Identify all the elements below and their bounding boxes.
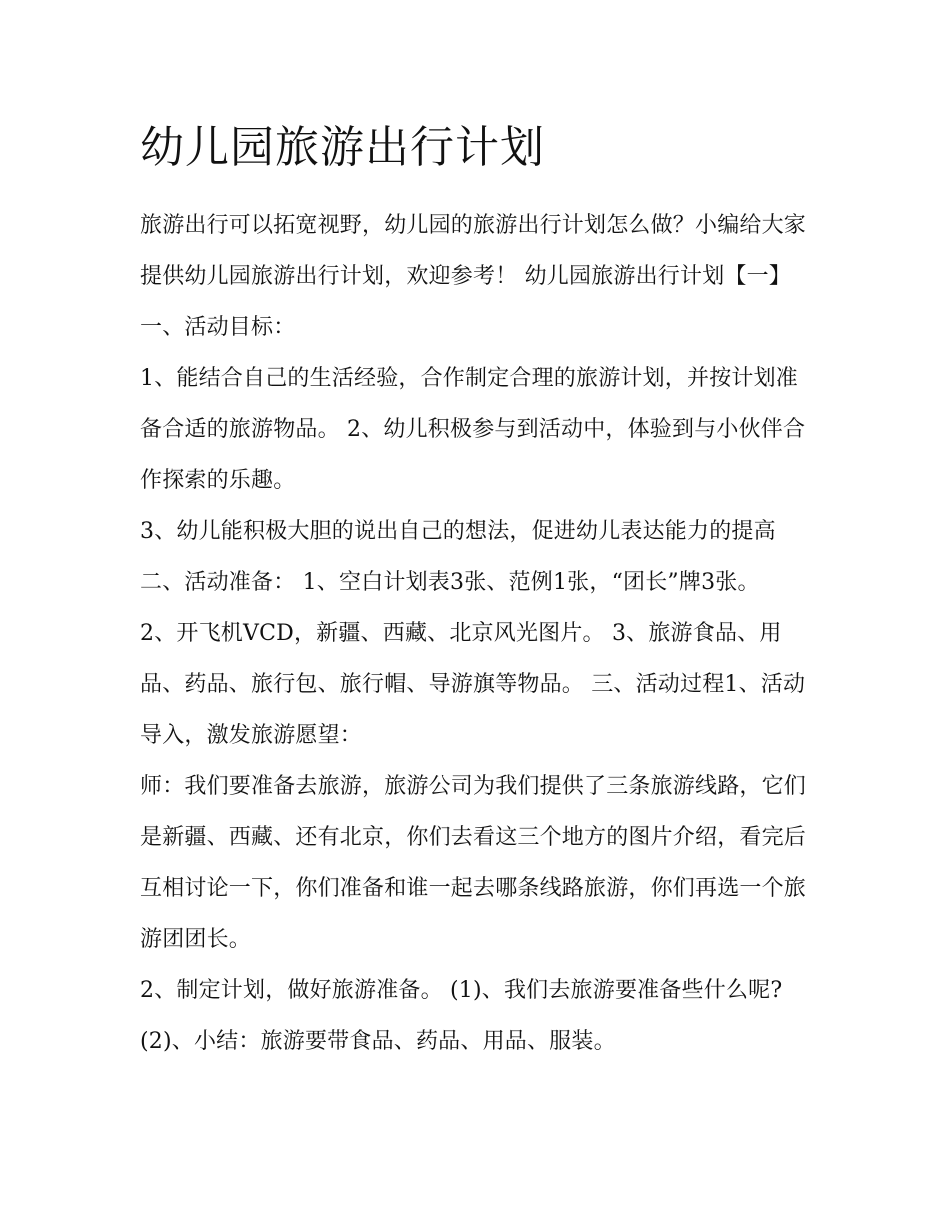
paragraph-materials-process: 2、开飞机VCD，新疆、西藏、北京风光图片。 3、旅游食品、用品、药品、旅行包、旅行帽、导游旗等物品。 三、活动过程1、活动导入，激发旅游愿望： [140,621,806,748]
document-content [140,118,820,1067]
paragraph-planning: 2、制定计划，做好旅游准备。 (1)、我们去旅游要准备些什么呢? (2)、小结：旅游要带食品、药品、用品、服装。 [140,978,783,1054]
paragraph-teacher-instruction: 师：我们要准备去旅游，旅游公司为我们提供了三条旅游线路，它们是新疆、西藏、还有北京，你们去看这三个地方的图片介绍，看完后互相讨论一下，你们准备和谁一起去哪条线路旅游，你们再选一个旅游团团长。 [140,774,807,952]
paragraph-intro: 旅游出行可以拓宽视野，幼儿园的旅游出行计划怎么做？小编给大家提供幼儿园旅游出行计划，欢迎参考！ 幼儿园旅游出行计划【一】 一、活动目标： [140,213,807,340]
document-title: 幼儿园旅游出行计划 [140,122,545,173]
paragraph-preparation: 3、幼儿能积极大胆的说出自己的想法，促进幼儿表达能力的提高 二、活动准备： 1、空白计划表3张、范例1张，“团长”牌3张。 [140,519,776,595]
document-body [140,200,820,1067]
paragraph-goals: 1、能结合自己的生活经验，合作制定合理的旅游计划，并按计划准备合适的旅游物品。 2、幼儿积极参与到活动中，体验到与小伙伴合作探索的乐趣。 [140,366,806,493]
